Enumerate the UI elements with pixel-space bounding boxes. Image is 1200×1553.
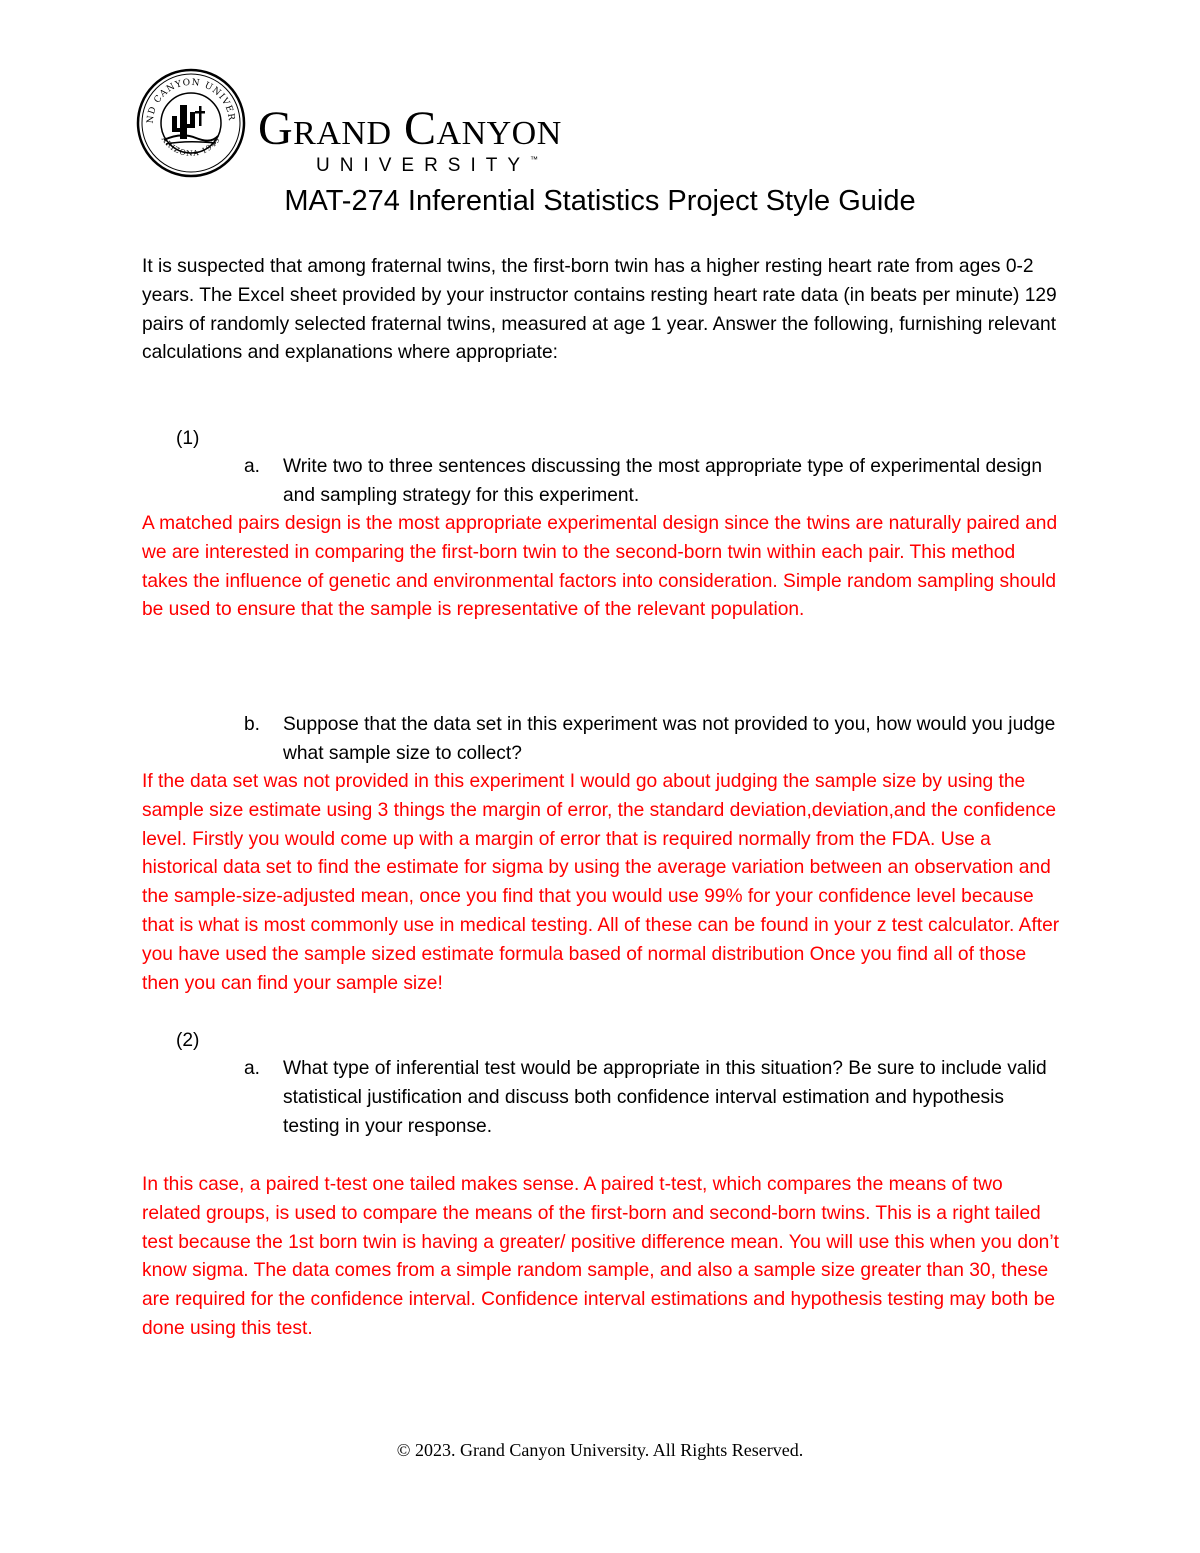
question-2a-text: What type of inferential test would be appropriate in this situation? Be sure to include valid statistical justification and discuss both confidence interval estimation and hypothesis testing in your response. [283, 1058, 1047, 1137]
university-seal-logo [136, 68, 246, 178]
logo-trademark: ™ [530, 155, 539, 164]
question-1b-text: Suppose that the data set in this experiment was not provided to you, how would you judge what sample size to collect? [283, 714, 1056, 764]
question-1b [244, 711, 1064, 769]
question-2-number: (2) [176, 1030, 200, 1051]
question-2a [244, 1055, 1064, 1141]
logo-subtitle-text: UNIVERSITY [316, 155, 531, 176]
answer-1a: A matched pairs design is the most appropriate experimental design since the twins are naturally paired and we are interested in comparing the first-born twin to the second-born twin within each pair. This method takes the influence of genetic and environmental factors into consideration. Simple random sampling should be used to ensure that the sample is representative of the relevant population. [142, 513, 1058, 621]
question-1a-label: a. [244, 456, 261, 477]
seal-text-top: ND CANYON UNIVER [145, 77, 237, 124]
question-1-number: (1) [176, 428, 200, 449]
logo-subtitle [316, 155, 562, 177]
question-1a [244, 453, 1064, 511]
answer-1b: If the data set was not provided in this experiment I would go about judging the sample size by using the sample size estimate using 3 things the margin of error, the standard deviation,deviation,and the confidence level. Firstly you would come up with a margin of error that is required normally from the FDA. Use a historical data set to find the estimate for sigma by using the average variation between an observation and the sample-size-adjusted mean, once you find that you would use 99% for your confidence level because that is what is most commonly use in medical testing. All of these can be found in your z test calculator. After you have used the sample sized estimate formula based of normal distribution Once you find all of those then you can find your sample size! [142, 771, 1060, 994]
seal-text-bottom: ARIZONA 1949 [159, 134, 223, 158]
question-1a-text: Write two to three sentences discussing the most appropriate type of experimental design and sampling strategy for this experiment. [283, 456, 1043, 506]
question-2a-label: a. [244, 1058, 261, 1079]
copyright-footer: © 2023. Grand Canyon University. All Rights Reserved. [396, 1440, 804, 1460]
logo-title: Grand Canyon [258, 102, 562, 155]
university-wordmark [258, 103, 562, 177]
page-title: MAT-274 Inferential Statistics Project Style Guide [284, 185, 916, 217]
question-1b-label: b. [244, 714, 261, 735]
intro-paragraph: It is suspected that among fraternal twins, the first-born twin has a higher resting heart rate from ages 0-2 years. The Excel sheet provided by your instructor contains resting heart rate data (in beats per minute) 129 pairs of randomly selected fraternal twins, measured at age 1 year. Answer the following, furnishing relevant calculations and explanations where appropriate: [142, 256, 1057, 364]
answer-2a: In this case, a paired t-test one tailed makes sense. A paired t-test, which compares the means of two related groups, is used to compare the means of the first-born and second-born twins. This is a right tailed test because the 1st born twin is having a greater/ positive difference mean. You will use this when you don’t know sigma. The data comes from a simple random sample, and also a sample size greater than 30, these are required for the confidence interval. Confidence interval estimations and hypothesis testing may both be done using this test. [142, 1174, 1059, 1339]
